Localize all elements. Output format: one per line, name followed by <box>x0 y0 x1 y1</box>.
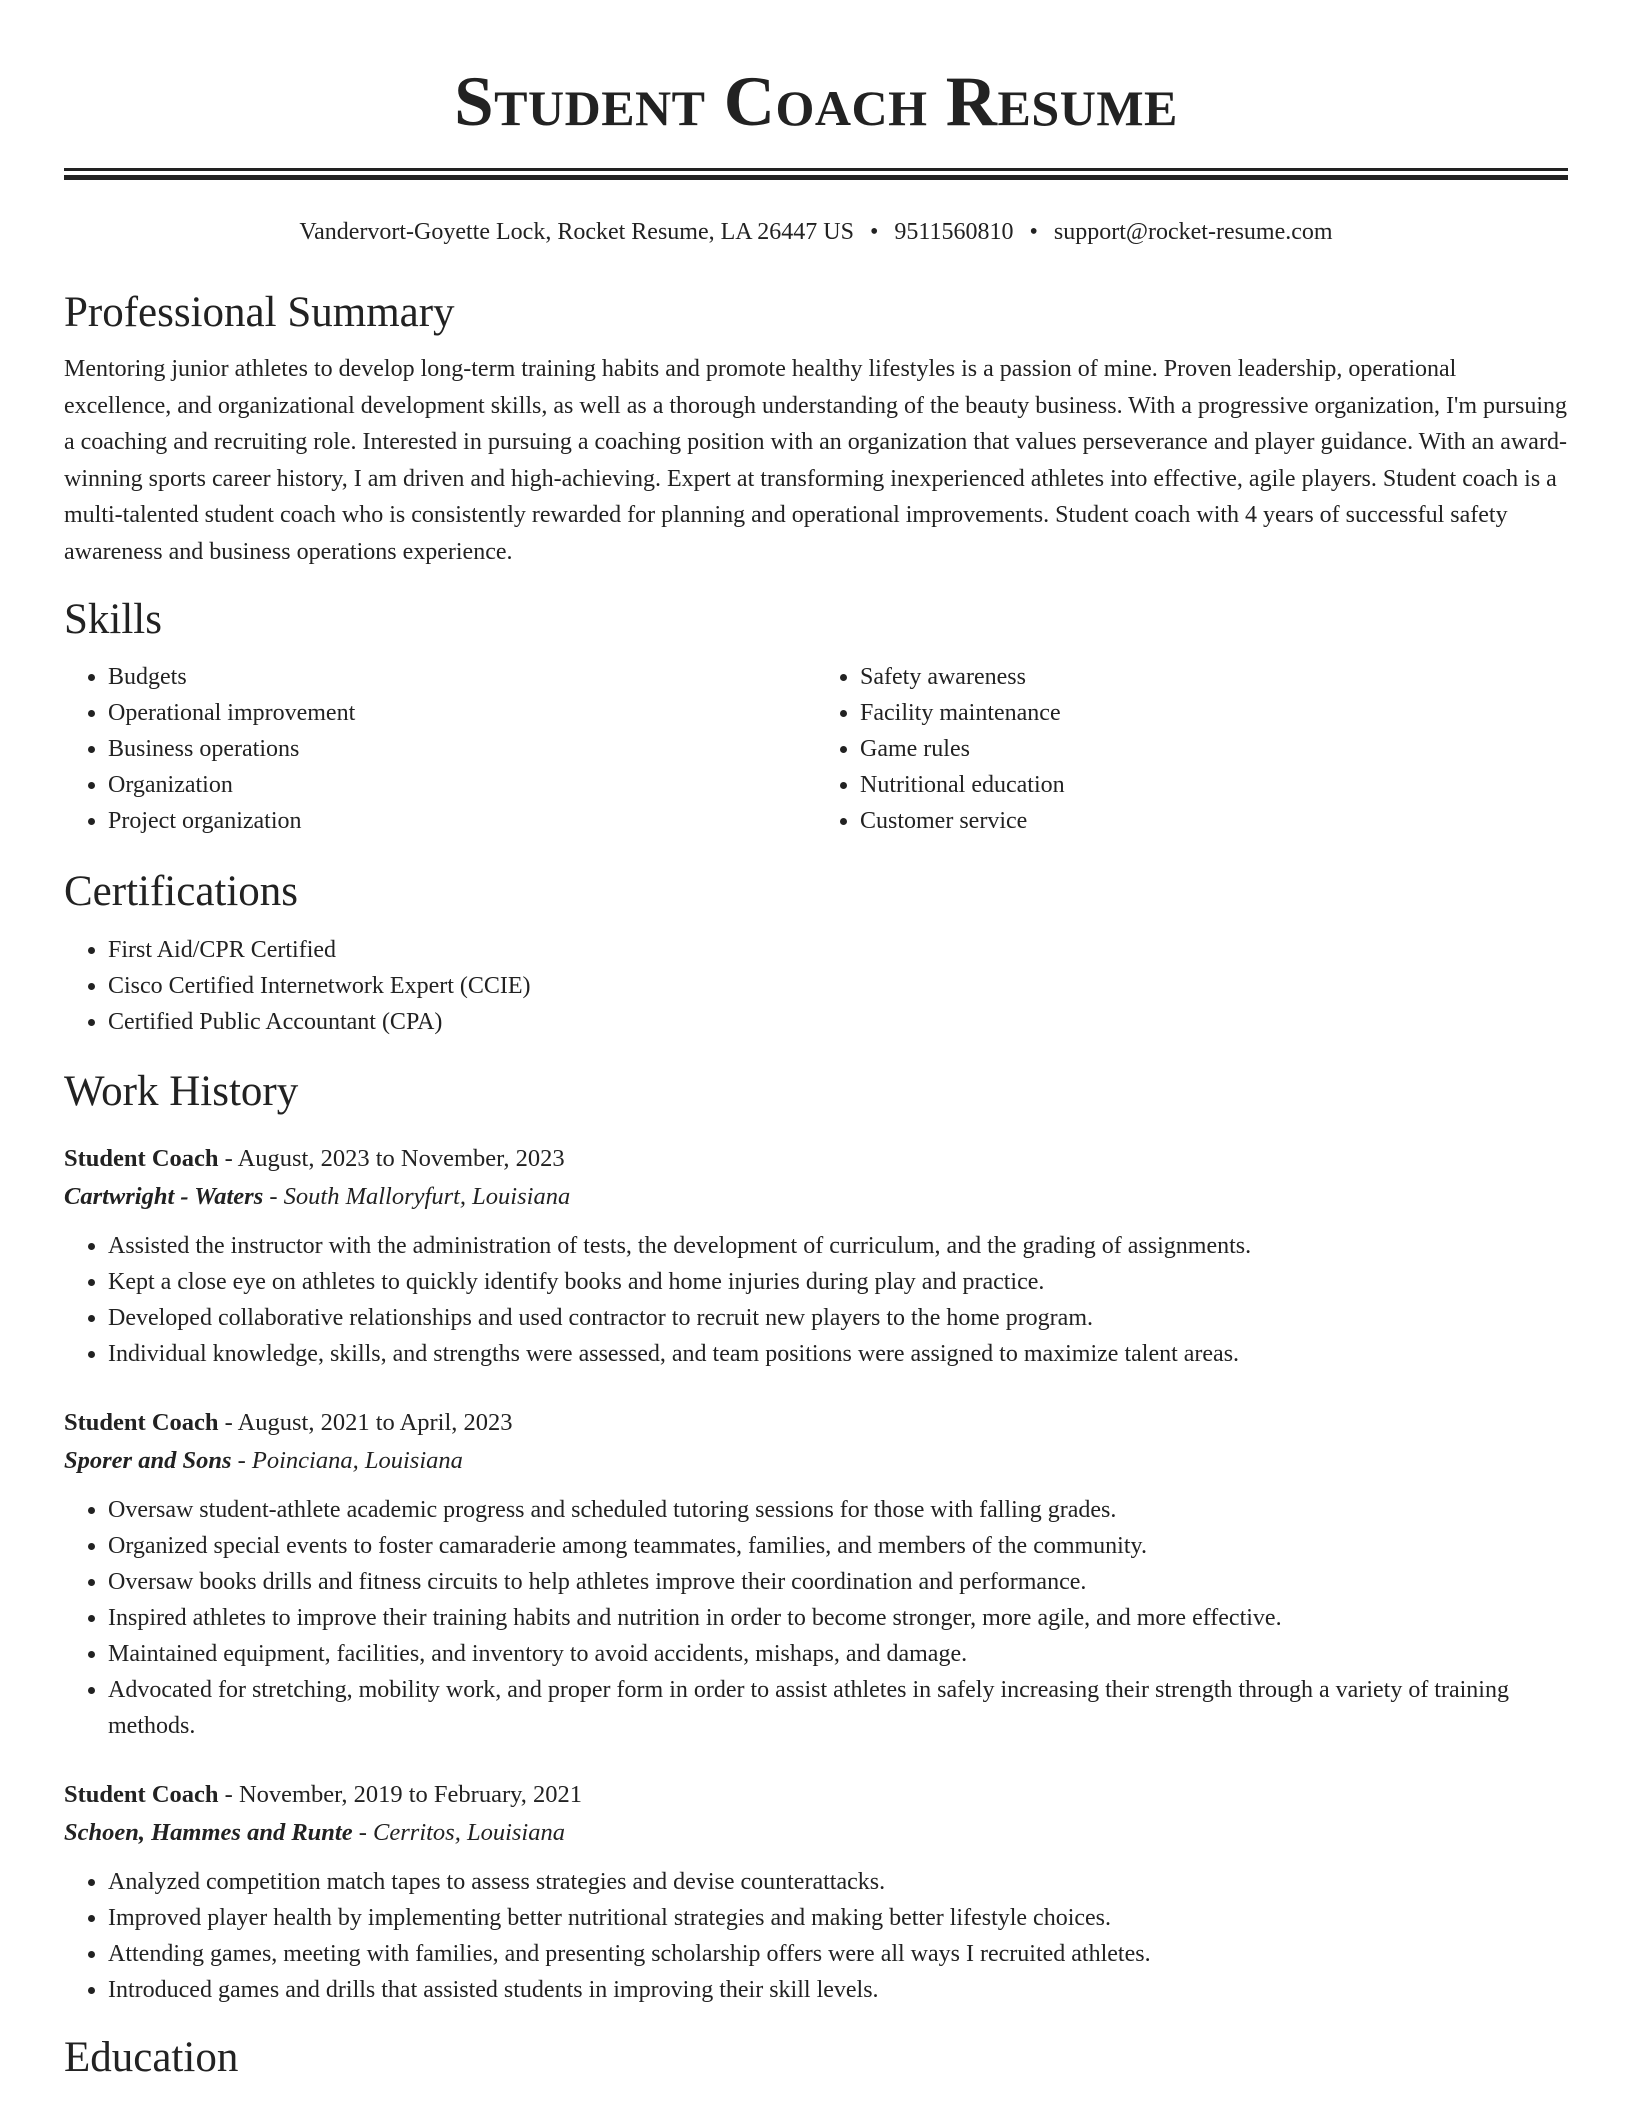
job-bullet: • Introduced games and drills that assisted students in improving their skill levels. <box>108 1972 1568 2008</box>
job-bullet: • Developed collaborative relationships and used contractor to recruit new players to the home program. <box>108 1300 1568 1336</box>
dash: - <box>218 1781 239 1808</box>
skills-list-left <box>64 659 816 839</box>
job-bullet: • Analyzed competition match tapes to assess strategies and devise counterattacks. <box>108 1864 1568 1900</box>
skill-item: • Business operations <box>108 731 816 767</box>
job-bullets <box>64 1228 1568 1372</box>
job-employer-line <box>64 1814 1568 1852</box>
job-location: South Malloryfurt, Louisiana <box>283 1183 571 1210</box>
job-bullet: • Maintained equipment, facilities, and inventory to avoid accidents, mishaps, and damage. <box>108 1636 1568 1672</box>
job-bullet: • Individual knowledge, skills, and strengths were assessed, and team positions were assigned to maximize talent areas. <box>108 1336 1568 1372</box>
job-dates: August, 2023 to November, 2023 <box>237 1145 565 1172</box>
resume-title: Student Coach Resume <box>454 63 1178 141</box>
skill-item: • Customer service <box>860 803 1568 839</box>
job-bullet: • Improved player health by implementing better nutritional strategies and making better lifestyle choices. <box>108 1900 1568 1936</box>
job-bullet: • Attending games, meeting with families, and presenting scholarship offers were all ways I recruited athletes. <box>108 1936 1568 1972</box>
job-title-line <box>64 1140 1568 1178</box>
job-bullets <box>64 1864 1568 2008</box>
job-bullets <box>64 1492 1568 1744</box>
job-title: Student Coach <box>64 1409 219 1436</box>
dash: - <box>218 1145 238 1172</box>
skill-item: • Budgets <box>108 659 816 695</box>
job-dates: August, 2021 to April, 2023 <box>237 1409 513 1436</box>
job-bullet: • Oversaw student-athlete academic progress and scheduled tutoring sessions for those with falling grades. <box>108 1492 1568 1528</box>
dash: - <box>231 1447 252 1474</box>
dash: - <box>218 1409 238 1436</box>
contact-address: Vandervort-Goyette Lock, Rocket Resume, LA 26447 US <box>299 219 854 245</box>
job-title: Student Coach <box>64 1145 219 1172</box>
skill-item: • Facility maintenance <box>860 695 1568 731</box>
job-title-line <box>64 1776 1568 1814</box>
job-entry <box>64 1776 1568 2008</box>
title-double-rule <box>64 168 1568 180</box>
skills-columns <box>64 659 1568 839</box>
skill-item: • Nutritional education <box>860 767 1568 803</box>
job-location: Poinciana, Louisiana <box>251 1447 463 1474</box>
contact-line <box>64 217 1568 247</box>
skill-item: • Game rules <box>860 731 1568 767</box>
job-dates: November, 2019 to February, 2021 <box>238 1781 583 1808</box>
job-company: Cartwright - Waters <box>64 1183 264 1210</box>
job-bullet: • Oversaw books drills and fitness circuits to help athletes improve their coordination and performance. <box>108 1564 1568 1600</box>
dash: - <box>263 1183 284 1210</box>
work-history-heading: Work History <box>64 1068 299 1115</box>
job-employer-line <box>64 1442 1568 1480</box>
skill-item: • Organization <box>108 767 816 803</box>
skills-list-right <box>816 659 1568 839</box>
certification-item: • Cisco Certified Internetwork Expert (CCIE) <box>108 968 1568 1004</box>
job-entry <box>64 1140 1568 1372</box>
job-bullet: • Organized special events to foster camaraderie among teammates, families, and members of the community. <box>108 1528 1568 1564</box>
contact-phone: 9511560810 <box>894 219 1014 245</box>
skill-item: • Operational improvement <box>108 695 816 731</box>
education-heading: Education <box>64 2034 239 2081</box>
certification-item: • First Aid/CPR Certified <box>108 932 1568 968</box>
job-title-line <box>64 1404 1568 1442</box>
certification-item: • Certified Public Accountant (CPA) <box>108 1004 1568 1040</box>
skill-item: • Project organization <box>108 803 816 839</box>
job-location: Cerritos, Louisiana <box>373 1819 565 1846</box>
summary-text: Mentoring junior athletes to develop long-term training habits and promote healthy lifestyles is a passion of mine. Proven leadership, operational excellence, and organizational development skills, as well as a thorough understanding of the beauty business. With a progressive organization, I'm pursuing a coaching and recruiting role. Interested in pursuing a coaching position with an organization that values perseverance and player guidance. With an award-winning sports career history, I am driven and high-achieving. Expert at transforming inexperienced athletes into effective, agile players. Student coach is a multi-talented student coach who is consistently rewarded for planning and operational improvements. Student coach with 4 years of successful safety awareness and business operations experience. <box>64 356 1567 565</box>
summary-heading: Professional Summary <box>64 289 455 336</box>
job-entry <box>64 1404 1568 1744</box>
contact-separator: • <box>1029 219 1038 245</box>
job-company: Sporer and Sons <box>64 1447 232 1474</box>
job-bullet: • Assisted the instructor with the administration of tests, the development of curriculum, and the grading of assignments. <box>108 1228 1568 1264</box>
contact-email: support@rocket-resume.com <box>1053 219 1333 245</box>
skill-item: • Safety awareness <box>860 659 1568 695</box>
job-title: Student Coach <box>64 1781 219 1808</box>
contact-separator: • <box>869 219 879 245</box>
job-employer-line <box>64 1178 1568 1216</box>
certifications-heading: Certifications <box>64 868 299 915</box>
job-bullet: • Inspired athletes to improve their training habits and nutrition in order to become stronger, more agile, and more effective. <box>108 1600 1568 1636</box>
skills-heading: Skills <box>64 596 162 643</box>
certifications-list <box>64 932 1568 1040</box>
job-bullet: • Kept a close eye on athletes to quickly identify books and home injuries during play and practice. <box>108 1264 1568 1300</box>
dash: - <box>352 1819 374 1846</box>
job-bullet: • Advocated for stretching, mobility work, and proper form in order to assist athletes in safely increasing their strength through a variety of training methods. <box>108 1672 1568 1744</box>
job-company: Schoen, Hammes and Runte <box>64 1819 353 1846</box>
